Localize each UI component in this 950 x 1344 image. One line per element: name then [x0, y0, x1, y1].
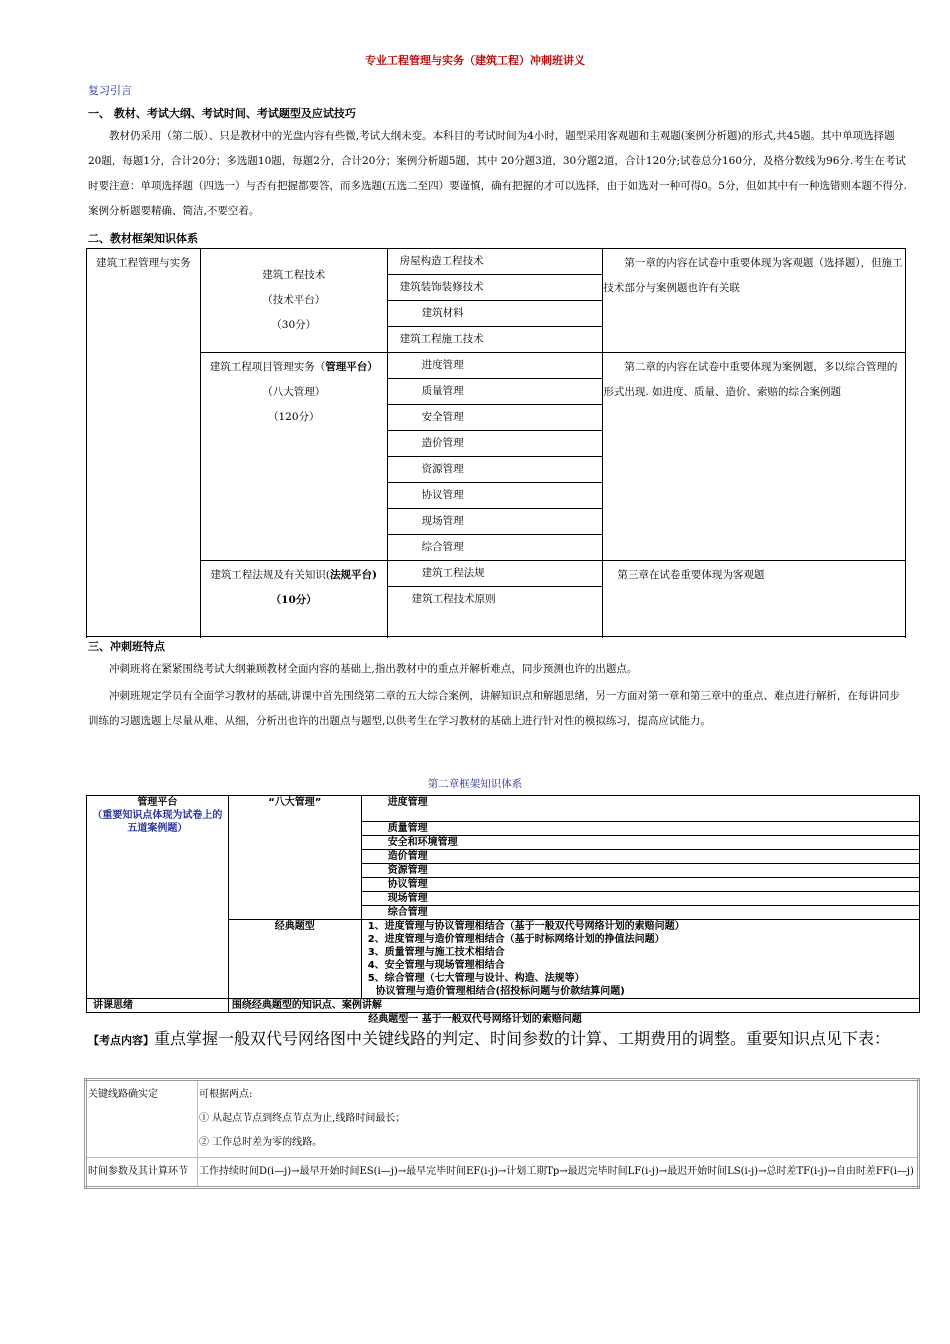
- classic-item: 2、进度管理与造价管理相结合（基于时标网络计划的挣值法问题）: [367, 934, 665, 945]
- law-platform-cell: [200, 561, 387, 637]
- key-points-tag: 【考点内容】: [88, 1034, 154, 1047]
- tech-item: 建筑装饰装修技术: [387, 275, 603, 301]
- mgmt-platform-name: 建筑工程项目管理实务（管理平台）: [209, 361, 378, 373]
- tech-item: 建筑工程施工技术: [387, 327, 603, 353]
- document-title: 专业工程管理与实务（建筑工程）冲刺班讲义: [365, 54, 585, 67]
- mgmt-row: 资源管理: [361, 864, 919, 878]
- law-platform-name: 建筑工程法规及有关知识(法规平台): [210, 569, 378, 581]
- mgmt-platform-sub: （八大管理）: [262, 386, 326, 398]
- law-platform-score: （10分）: [270, 594, 317, 606]
- mgmt-row: 质量管理: [361, 822, 919, 836]
- mgmt-row: 协议管理: [361, 878, 919, 892]
- chapter2-table: [86, 795, 920, 1013]
- mgmt-item: 造价管理: [387, 431, 603, 457]
- mgmt-platform-score: （120分）: [267, 411, 320, 423]
- mgmt-item: 质量管理: [387, 379, 603, 405]
- teaching-idea-label: 讲课思绪: [87, 999, 229, 1013]
- classic-item: 5、综合管理（七大管理与设计、构造、法规等）: [367, 973, 585, 984]
- tech-platform-sub: （技术平台）: [262, 294, 326, 306]
- platform-note: （重要知识点体现为试卷上的五道案例题）: [92, 810, 223, 834]
- critical-path-line: 可根据两点:: [199, 1089, 253, 1100]
- critical-path-content: [198, 1080, 919, 1158]
- knowledge-points-table: [84, 1078, 920, 1189]
- law-note: 第三章在试卷重要体现为客观题: [603, 561, 906, 637]
- teaching-idea: 围绕经典题型的知识点、案例讲解: [228, 999, 919, 1013]
- section1-paragraph: 教材仍采用（第二版）、只是教材中的光盘内容有些微,考试大纲未变。本科目的考试时间为4小时，题型采用客观题和主观题(案例分析题)的形式,共45题。其中单项选择题20题，每题1分，合计20分；多选题10题，每题2分，合计20分；案例分析题5题，其中 20分题3道，30分题2道，合计120分;试卷总分160分，及格分数线为96分.考生在考试时要注意：单项选择题（四选一）与否有把握都要答，而多选题(五选二至四）要谨慎，确有把握的才可以选择，由于如选对一种可得0。5分，但如其中有一种选错则本题不得分.案例分析题要精确、简洁,不要空着。: [88, 130, 907, 217]
- platform-label: 管理平台: [137, 797, 178, 808]
- classic-item: 4、安全管理与现场管理相结合: [367, 960, 505, 971]
- classic-item: 3、质量管理与施工技术相结合: [367, 947, 505, 958]
- tech-note: 第一章的内容在试卷中重要体现为客观题（选择题），但施工技术部分与案例题也许有关联: [603, 249, 906, 353]
- key-points-text: 重点掌握一般双代号网络图中关键线路的判定、时间参数的计算、工期费用的调整。重要知识点见下表：: [154, 1029, 891, 1048]
- section2-heading: 二、教材框架知识体系: [88, 232, 198, 245]
- review-intro-link[interactable]: 复习引言: [88, 84, 132, 97]
- mgmt-row: 造价管理: [361, 850, 919, 864]
- platform-cell: [87, 796, 229, 999]
- tech-item: 建筑材料: [387, 301, 603, 327]
- tech-platform-score: （30分）: [271, 319, 317, 331]
- section1-heading: 一、 教材、考试大纲、考试时间、考试题型及应试技巧: [88, 107, 356, 120]
- critical-path-line: ① 从起点节点到终点节点为止,线路时间最长；: [199, 1113, 406, 1124]
- law-item: 建筑工程技术原则: [387, 587, 603, 637]
- mgmt-platform-cell: [200, 353, 387, 561]
- key-points-paragraph: [88, 1028, 918, 1052]
- mgmt-row: 现场管理: [361, 892, 919, 906]
- subject-cell: 建筑工程管理与实务: [87, 249, 201, 637]
- classic-list: [361, 920, 919, 999]
- section3-heading: 三、冲刺班特点: [88, 640, 165, 653]
- classic-item: 协议管理与造价管理相结合(招投标问题与价款结算问题): [375, 986, 625, 997]
- tech-platform-cell: [200, 249, 387, 353]
- section3-paragraph-2: 冲刺班规定学员有全面学习教材的基础,讲课中首先围绕第二章的五大综合案例，讲解知识点和解题思绪，另一方面对第一章和第三章中的重点、难点进行解析，在每讲同步训练的习题选题上尽量从难、从细，分析出也许的出题点与题型,以供考生在学习教材的基础上进行针对性的模拟练习，提高应试能力。: [88, 690, 900, 727]
- mgmt-item: 综合管理: [387, 535, 603, 561]
- chapter2-title: 第二章框架知识体系: [427, 778, 523, 790]
- critical-path-line: ② 工作总时差为零的线路。: [199, 1137, 323, 1148]
- framework-table: [86, 248, 906, 637]
- mgmt-item: 现场管理: [387, 509, 603, 535]
- mgmt-item: 安全管理: [387, 405, 603, 431]
- classic-label: 经典题型: [228, 920, 361, 999]
- time-params-label: 时间参数及其计算环节: [86, 1158, 198, 1188]
- mgmt-item: 协议管理: [387, 483, 603, 509]
- mgmt-note: 第二章的内容在试卷中重要体现为案例题，多以综合管理的形式出现. 如进度、质量、造价、索赔的综合案例题: [603, 353, 906, 561]
- classic-question-title: 经典题型一 基于一般双代号网络计划的索赔问题: [368, 1014, 582, 1025]
- eight-mgmt-label: “八大管理”: [228, 796, 361, 920]
- time-params-content: 工作持续时间D(i—j)→最早开始时间ES(i—j)→最早完毕时间EF(i-j)→计划工期Tp→最迟完毕时间LF(i-j)→最迟开始时间LS(i-j)→总时差TF(i-j)→自由时差FF(i—j): [198, 1158, 919, 1188]
- section3-paragraph-1: 冲刺班将在紧紧围绕考试大纲兼顾教材全面内容的基础上,指出教材中的重点并解析难点，同步预测也许的出题点。: [109, 663, 638, 675]
- mgmt-row: 安全和环境管理: [361, 836, 919, 850]
- mgmt-item: 进度管理: [387, 353, 603, 379]
- critical-path-label: 关键线路确实定: [86, 1080, 198, 1158]
- law-item: 建筑工程法规: [387, 561, 603, 587]
- mgmt-row: 综合管理: [361, 906, 919, 920]
- tech-platform-name: 建筑工程技术: [262, 269, 326, 281]
- tech-item: 房屋构造工程技术: [387, 249, 603, 275]
- classic-item: 1、进度管理与协议管理相结合（基于一般双代号网络计划的索赔问题）: [367, 921, 685, 932]
- mgmt-item: 资源管理: [387, 457, 603, 483]
- mgmt-row: 进度管理: [361, 796, 919, 822]
